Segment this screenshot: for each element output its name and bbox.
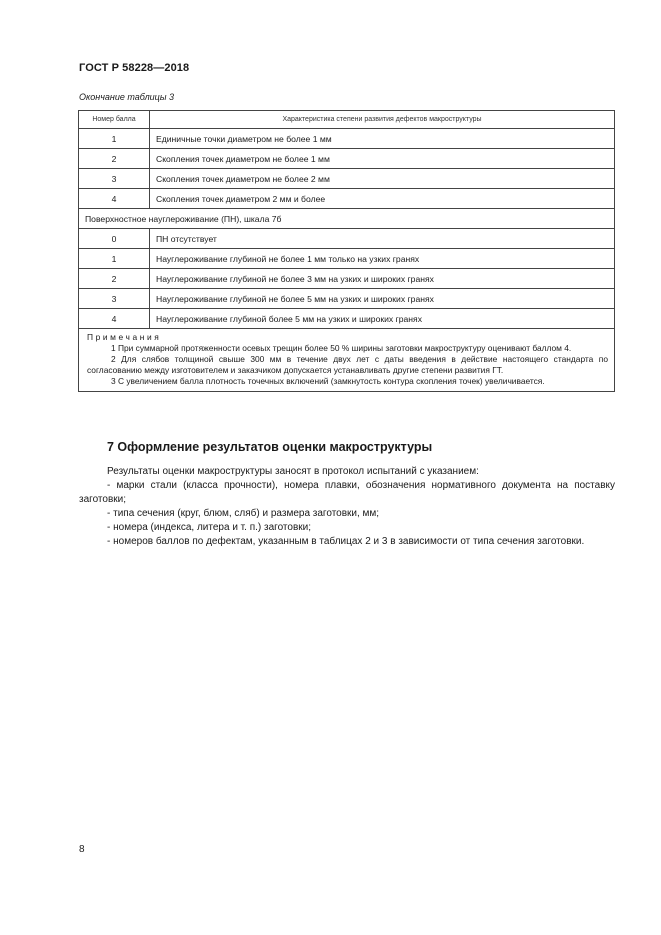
paragraph: - номеров баллов по дефектам, указанным в таблицах 2 и 3 в зависимости от типа сечения заготовки.: [107, 536, 585, 547]
notes-title: Примечания: [87, 332, 162, 342]
row-number: 4: [79, 309, 150, 329]
row-number: 3: [79, 169, 150, 189]
row-description: Скопления точек диаметром 2 мм и более: [150, 189, 615, 209]
table-row: [79, 149, 615, 169]
section-body: [79, 465, 615, 549]
table-row: [79, 309, 615, 329]
table-caption: Окончание таблицы 3: [79, 92, 174, 102]
note-item: 3 С увеличением балла плотность точечных включений (замкнутость контура скопления точек) увеличивается.: [111, 376, 545, 386]
row-description: Науглероживание глубиной не более 3 мм на узких и широких гранях: [150, 269, 615, 289]
table-notes: [79, 329, 615, 392]
row-number: 0: [79, 229, 150, 249]
section-title: 7 Оформление результатов оценки макроструктуры: [107, 440, 433, 454]
paragraph: - марки стали (класса прочности), номера плавки, обозначения нормативного документа на поставку заготовки;: [79, 480, 615, 505]
note-item: 1 При суммарной протяженности осевых трещин более 50 % ширины заготовки макроструктуру оценивают баллом 4.: [111, 343, 572, 353]
row-description: Науглероживание глубиной не более 5 мм на узких и широких гранях: [150, 289, 615, 309]
paragraph: - типа сечения (круг, блюм, сляб) и размера заготовки, мм;: [107, 508, 380, 519]
table-row: [79, 189, 615, 209]
table-row: [79, 129, 615, 149]
row-description: Скопления точек диаметром не более 1 мм: [150, 149, 615, 169]
table-header-row: [79, 111, 615, 129]
document-header: ГОСТ Р 58228—2018: [79, 62, 190, 74]
row-number: 4: [79, 189, 150, 209]
table-row: [79, 289, 615, 309]
column-header-number: Номер балла: [79, 111, 150, 129]
row-number: 1: [79, 249, 150, 269]
table-row: [79, 269, 615, 289]
paragraph: - номера (индекса, литера и т. п.) заготовки;: [107, 522, 312, 533]
page-number: 8: [79, 844, 85, 855]
row-number: 2: [79, 149, 150, 169]
row-description: Науглероживание глубиной более 5 мм на узких и широких гранях: [150, 309, 615, 329]
row-description: Единичные точки диаметром не более 1 мм: [150, 129, 615, 149]
table-notes-row: [79, 329, 615, 392]
table-row: [79, 249, 615, 269]
row-description: Науглероживание глубиной не более 1 мм только на узких гранях: [150, 249, 615, 269]
section-heading: Поверхностное науглероживание (ПН), шкала 7б: [79, 209, 615, 229]
row-description: Скопления точек диаметром не более 2 мм: [150, 169, 615, 189]
macrostructure-table: [78, 110, 615, 392]
row-description: ПН отсутствует: [150, 229, 615, 249]
table-section-row: [79, 209, 615, 229]
table-row: [79, 169, 615, 189]
column-header-description: Характеристика степени развития дефектов макроструктуры: [150, 111, 615, 129]
note-item: 2 Для слябов толщиной свыше 300 мм в течение двух лет с даты введения в действие настоящего стандарта по согласованию между изготовителем и заказчиком допускается устанавливать другие степени развития ГТ.: [87, 354, 608, 375]
paragraph: Результаты оценки макроструктуры заносят в протокол испытаний с указанием:: [107, 466, 479, 477]
table-row: [79, 229, 615, 249]
row-number: 3: [79, 289, 150, 309]
row-number: 2: [79, 269, 150, 289]
row-number: 1: [79, 129, 150, 149]
